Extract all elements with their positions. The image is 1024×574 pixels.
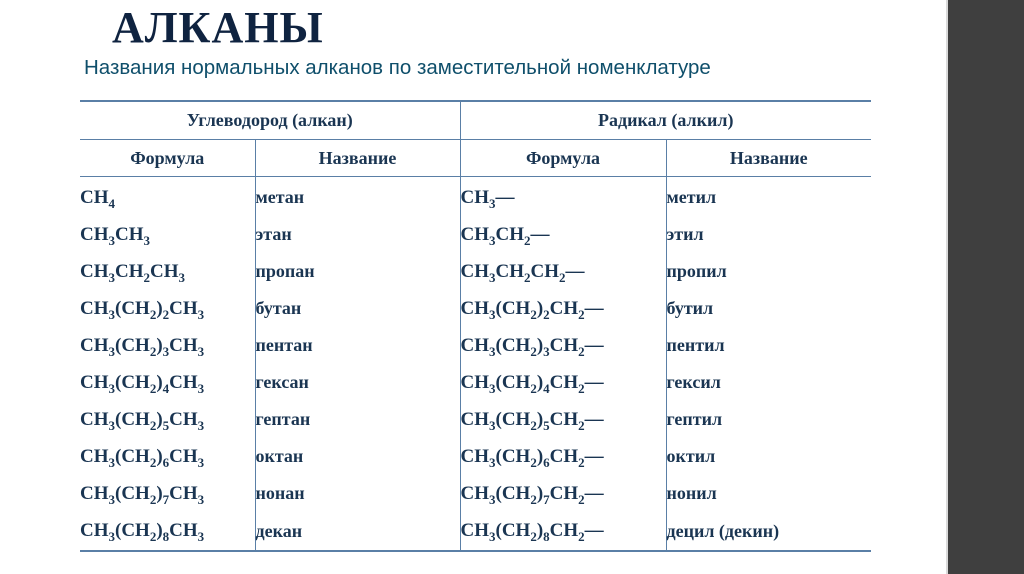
radical-formula-cell: $CH_3(CH_2)_5CH_2—$ bbox=[460, 401, 666, 438]
radical-name-cell: бутил bbox=[666, 290, 871, 327]
radical-formula-cell: $CH_3(CH_2)_4CH_2—$ bbox=[460, 364, 666, 401]
alkane-formula-cell: $CH_3(CH_2)_6CH_3$ bbox=[80, 445, 205, 470]
slide-title: АЛКАНЫ bbox=[112, 3, 324, 52]
alkane-name-cell: декан bbox=[255, 512, 460, 551]
radical-name-cell: децил (декин) bbox=[666, 512, 871, 551]
radical-name-cell: гексил bbox=[666, 364, 871, 401]
radical-formula-cell: $CH_3CH_2CH_2—$ bbox=[460, 253, 666, 290]
radical-formula-cell: $CH_3(CH_2)_6CH_2—$ bbox=[460, 438, 666, 475]
table-row bbox=[80, 327, 871, 364]
table-row bbox=[80, 512, 871, 551]
alkane-name-cell: этан bbox=[255, 216, 460, 253]
radical-formula-cell: $CH_3(CH_2)_7CH_2—$ bbox=[460, 475, 666, 512]
slide-sidebar bbox=[948, 0, 1024, 574]
radical-formula-cell: $CH_3(CH_2)_8CH_2—$ bbox=[460, 512, 666, 551]
radical-name-cell: пропил bbox=[666, 253, 871, 290]
table-row bbox=[80, 177, 871, 217]
alkane-formula-cell: $CH_3CH_2CH_3$ bbox=[80, 260, 185, 285]
radical-formula-cell: $CH_3(CH_2)_2CH_2—$ bbox=[460, 290, 666, 327]
alkane-name-cell: октан bbox=[255, 438, 460, 475]
table-row bbox=[80, 475, 871, 512]
radical-name-cell: нонил bbox=[666, 475, 871, 512]
table-row bbox=[80, 438, 871, 475]
group-header-radical: Радикал (алкил) bbox=[460, 101, 871, 140]
alkane-formula-cell: $CH_3(CH_2)_7CH_3$ bbox=[80, 482, 205, 507]
col-header-radical-name: Название bbox=[666, 140, 871, 177]
col-header-alkane-formula: Формула bbox=[80, 140, 255, 177]
col-header-alkane-name: Название bbox=[255, 140, 460, 177]
alkane-formula-cell: $CH_3(CH_2)_2CH_3$ bbox=[80, 297, 205, 322]
alkane-formula-cell: $CH_4$ bbox=[80, 186, 115, 211]
alkane-name-cell: нонан bbox=[255, 475, 460, 512]
table-row bbox=[80, 216, 871, 253]
alkane-formula-cell: $CH_3CH_3$ bbox=[80, 223, 150, 248]
radical-formula-cell: $CH_3(CH_2)_3CH_2—$ bbox=[460, 327, 666, 364]
table-body bbox=[80, 177, 871, 552]
table-row bbox=[80, 364, 871, 401]
alkane-name-cell: бутан bbox=[255, 290, 460, 327]
table-row bbox=[80, 401, 871, 438]
alkane-formula-cell: $CH_3(CH_2)_8CH_3$ bbox=[80, 512, 255, 551]
radical-formula-cell: $CH_3CH_2—$ bbox=[460, 216, 666, 253]
radical-name-cell: пентил bbox=[666, 327, 871, 364]
radical-name-cell: метил bbox=[666, 177, 871, 217]
slide-subtitle: Названия нормальных алканов по заместительной номенклатуре bbox=[84, 56, 711, 79]
alkane-name-cell: метан bbox=[255, 177, 460, 217]
alkane-name-cell: гептан bbox=[255, 401, 460, 438]
alkane-formula-cell: $CH_3(CH_2)_5CH_3$ bbox=[80, 408, 205, 433]
radical-name-cell: гептил bbox=[666, 401, 871, 438]
radical-name-cell: этил bbox=[666, 216, 871, 253]
alkanes-table bbox=[80, 100, 871, 552]
radical-name-cell: октил bbox=[666, 438, 871, 475]
alkane-formula-cell: $CH_3(CH_2)_3CH_3$ bbox=[80, 334, 205, 359]
radical-formula-cell: $CH_3—$ bbox=[460, 177, 666, 217]
alkane-name-cell: пентан bbox=[255, 327, 460, 364]
table-row bbox=[80, 290, 871, 327]
alkane-name-cell: гексан bbox=[255, 364, 460, 401]
col-header-radical-formula: Формула bbox=[460, 140, 666, 177]
group-header-alkane: Углеводород (алкан) bbox=[80, 101, 460, 140]
table-row bbox=[80, 253, 871, 290]
alkane-name-cell: пропан bbox=[255, 253, 460, 290]
alkane-formula-cell: $CH_3(CH_2)_4CH_3$ bbox=[80, 371, 205, 396]
